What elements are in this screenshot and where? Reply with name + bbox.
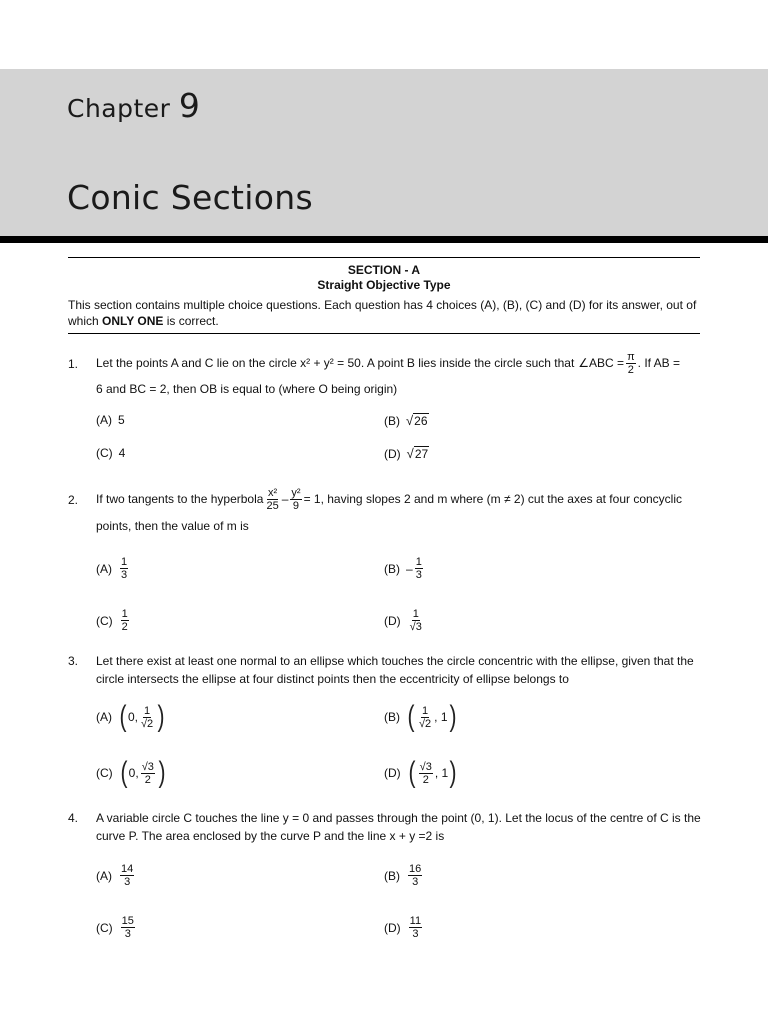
option-a[interactable] [96, 556, 130, 581]
right-paren-icon: ) [449, 756, 457, 789]
option-label: (C) [96, 766, 113, 780]
option-b[interactable] [384, 702, 458, 732]
right-paren-icon: ) [157, 700, 165, 733]
option-label: (B) [384, 413, 400, 428]
option-fraction [415, 556, 423, 581]
q1-text-line2: 6 and BC = 2, then OB is equal to (where O being origin) [96, 382, 398, 396]
right-paren-icon: ) [158, 756, 166, 789]
fraction-denominator: 9 [292, 499, 300, 512]
fraction-denominator: √2 [419, 717, 432, 730]
question-number: 4. [68, 811, 79, 825]
square-root [407, 446, 430, 461]
q2-fraction-x [265, 487, 279, 512]
fraction-denominator: 3 [412, 928, 419, 940]
option-a[interactable] [96, 863, 136, 888]
option-value: 5 [118, 413, 125, 427]
interval-left: 0, [128, 766, 139, 780]
radical-sign-icon: √ [406, 446, 414, 461]
q1-angle-text: ∠ABC = [578, 356, 625, 370]
banner-divider [0, 236, 768, 243]
left-paren-icon: ( [120, 756, 128, 789]
option-label: (C) [96, 920, 113, 935]
option-label: (C) [96, 613, 113, 628]
q3-text-line1: Let there exist at least one normal to an ellipse which touches the circle concentric with the ellipse, given that the [96, 654, 694, 668]
option-fraction [120, 863, 134, 888]
left-paren-icon: ( [407, 700, 415, 733]
fraction-numerator: 1 [121, 556, 128, 568]
interval-left: 0, [128, 710, 139, 724]
right-paren-icon: ) [449, 700, 456, 733]
q2-minus: – [281, 492, 289, 506]
option-a[interactable] [96, 413, 125, 427]
question-2-text [96, 481, 702, 535]
left-paren-icon: ( [408, 756, 416, 789]
option-label: (C) [96, 446, 113, 460]
option-value: 4 [118, 446, 126, 460]
option-c[interactable] [96, 915, 137, 940]
option-c[interactable] [96, 608, 131, 633]
fraction-denominator: 3 [121, 569, 128, 581]
q1-angle-fraction [626, 351, 636, 376]
q3-text-line2: circle intersects the ellipse at four distinct points then the eccentricity of ellipse belongs to [96, 672, 569, 686]
chapter-label [67, 86, 200, 125]
option-fraction [120, 556, 128, 581]
square-root [406, 413, 429, 428]
chapter-number: 9 [178, 86, 201, 125]
left-paren-icon: ( [119, 700, 127, 733]
option-c[interactable] [96, 758, 167, 788]
fraction-denominator: 2 [144, 773, 151, 786]
option-d[interactable] [384, 758, 458, 788]
question-number: 2. [68, 493, 79, 507]
fraction-numerator: 14 [121, 863, 134, 875]
option-label: (B) [384, 561, 400, 576]
option-d[interactable] [384, 608, 425, 633]
section-heading: SECTION - A [347, 263, 421, 277]
fraction-numerator: 11 [409, 915, 422, 927]
fraction-numerator: 15 [121, 915, 134, 927]
option-fraction [418, 705, 432, 730]
q2-text-b: , having slopes 2 and m where (m ≠ 2) cut the axes at four concyclic [320, 492, 682, 506]
fraction-numerator: 1 [144, 704, 151, 717]
page-title: Conic Sections [67, 178, 313, 217]
intro-text-after: is correct. [163, 314, 219, 328]
chapter-word: Chapter [67, 94, 171, 123]
option-d[interactable] [384, 446, 429, 461]
fraction-denominator: 2 [627, 363, 634, 376]
fraction-denominator: √2 [141, 717, 154, 730]
fraction-numerator: y² [291, 486, 301, 499]
interval-right: , 1 [434, 766, 449, 780]
option-sign: – [406, 561, 413, 576]
fraction-denominator: 2 [422, 773, 429, 786]
intro-text-before: This section contains multiple choice questions. Each question has 4 choices (A), (B), (C) and (D) for its answer, out of which [68, 298, 697, 328]
option-label: (D) [384, 613, 401, 628]
q2-fraction-y [290, 487, 301, 512]
fraction-denominator: 25 [266, 499, 279, 512]
fraction-numerator: 1 [415, 556, 422, 568]
option-fraction [409, 915, 422, 940]
q4-text-line2: curve P. The area enclosed by the curve P and the line x + y =2 is [96, 829, 445, 843]
option-label: (A) [96, 710, 112, 724]
question-4-text [96, 809, 702, 845]
option-fraction [419, 761, 433, 786]
option-label: (B) [384, 868, 400, 883]
q2-text-line2: points, then the value of m is [96, 519, 249, 533]
option-b[interactable] [384, 556, 425, 581]
fraction-denominator: 3 [124, 876, 131, 888]
question-number: 3. [68, 654, 79, 668]
fraction-denominator: 2 [121, 621, 128, 633]
radicand: 26 [414, 414, 428, 428]
option-fraction [409, 608, 423, 633]
option-label: (A) [96, 561, 112, 576]
option-label: (A) [96, 868, 112, 883]
section-intro [68, 297, 702, 329]
fraction-numerator: 1 [121, 608, 128, 620]
option-fraction [121, 608, 129, 633]
option-d[interactable] [384, 915, 424, 940]
option-fraction [408, 863, 422, 888]
radicand: 27 [414, 447, 429, 461]
option-b[interactable] [384, 863, 424, 888]
option-b[interactable] [384, 413, 429, 428]
fraction-denominator: 3 [124, 928, 131, 940]
option-a[interactable] [96, 702, 166, 732]
interval-right: , 1 [434, 710, 448, 724]
fraction-numerator: π [627, 350, 635, 363]
option-fraction [121, 915, 135, 940]
section-subheading: Straight Objective Type [317, 278, 451, 292]
question-number: 1. [68, 357, 79, 371]
fraction-numerator: 1 [422, 704, 429, 717]
option-label: (D) [384, 920, 401, 935]
section-top-rule [68, 257, 700, 258]
fraction-denominator: 3 [412, 876, 419, 888]
q2-text-a: If two tangents to the hyperbola [96, 492, 264, 506]
option-c[interactable] [96, 446, 125, 460]
q2-equals-one: = 1 [303, 492, 321, 506]
question-1-text [96, 348, 702, 398]
option-label: (D) [384, 446, 401, 461]
fraction-numerator: 16 [409, 863, 422, 875]
fraction-numerator: √3 [419, 760, 432, 773]
q4-text-line1: A variable circle C touches the line y = 0 and passes through the point (0, 1). Let the locus of the centre of C is the [96, 811, 701, 825]
section-bottom-rule [68, 333, 700, 334]
option-label: (D) [384, 766, 401, 780]
question-3-text [96, 652, 702, 688]
q1-text-a: Let the points A and C lie on the circle x² + y² = 50. A point B lies inside the circle such that [96, 356, 575, 370]
radical-sign-icon: √ [406, 413, 414, 428]
option-label: (A) [96, 413, 112, 427]
intro-bold: ONLY ONE [102, 314, 164, 328]
option-fraction [141, 761, 155, 786]
option-label: (B) [384, 710, 400, 724]
fraction-denominator: 3 [415, 569, 422, 581]
fraction-numerator: x² [267, 486, 278, 499]
fraction-numerator: √3 [141, 760, 154, 773]
fraction-denominator: √3 [409, 621, 422, 633]
option-fraction [140, 705, 154, 730]
q1-text-b: . If AB = [637, 356, 681, 370]
fraction-numerator: 1 [412, 608, 419, 620]
